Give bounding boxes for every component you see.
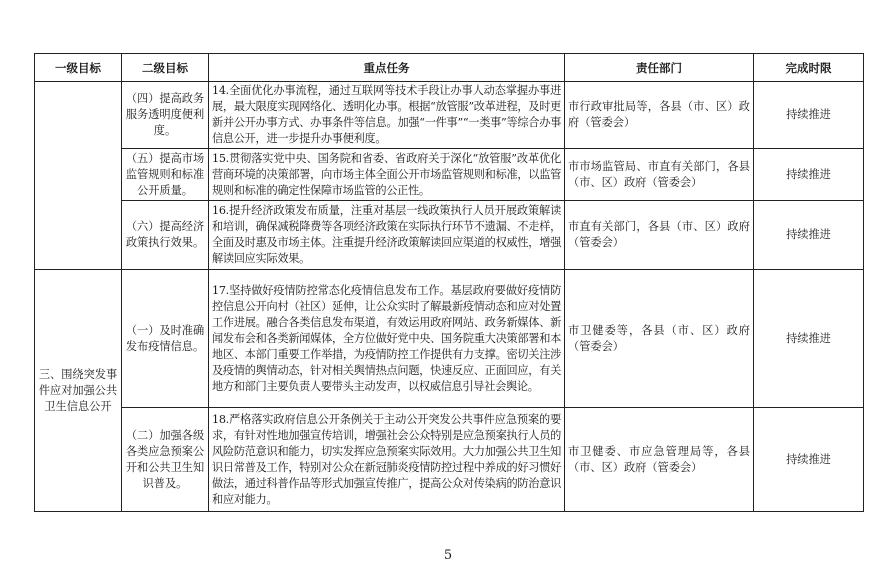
header-level2-goal: 二级目标 [122,54,209,82]
deadline-cell: 持续推进 [754,149,864,201]
deadline-cell: 持续推进 [754,408,864,512]
deadline-cell: 持续推进 [754,270,864,408]
table-header-row [35,54,864,82]
key-task-cell: 17.坚持做好疫情防控常态化疫情信息发布工作。基层政府要做好疫情防控信息公开向村（社区）延伸，让公众实时了解最新疫情动态和应对处置工作进展。融合各类信息发布渠道，有效运用政府网站、政务新媒体、新闻发布会和各类新闻媒体，全方位做好党中央、国务院重大决策部署和本地区、本部门重要工作举措，为疫情防控工作提供有力支撑。密切关注涉及疫情的舆情动态，针对相关舆情热点问题，快速反应、正面回应，有关地方和部门主要负责人要带头主动发声，以权威信息引导社会舆论。 [209,270,565,408]
level1-goal-cell [35,82,122,270]
key-task-cell: 14.全面优化办事流程，通过互联网等技术手段让办事人动态掌握办事进展，最大限度实现网络化、透明化办事。根据“放管服”改革进程，及时更新并公开办事方式、办事条件等信息。加强“一件事”“一类事”等综合办事信息公开，进一步提升办事便利度。 [209,82,565,149]
key-task-cell: 18.严格落实政府信息公开条例关于主动公开突发公共事件应急预案的要求，有针对性地加强宣传培训，增强社会公众特别是应急预案执行人员的风险防范意识和能力，切实发挥应急预案实际效用。大力加强公共卫生知识日常普及工作，特别对公众在新冠肺炎疫情防控过程中养成的好习惯好做法，通过科普作品等形式加强宣传推广，提高公众对传染病的防治意识和应对能力。 [209,408,565,512]
responsible-dept-cell: 市市场监管局、市直有关部门，各县（市、区）政府（管委会） [565,149,754,201]
header-responsible-dept: 责任部门 [565,54,754,82]
table-row [35,201,864,270]
deadline-cell: 持续推进 [754,201,864,270]
responsible-dept-cell: 市卫健委、市应急管理局等，各县（市、区）政府（管委会） [565,408,754,512]
level2-goal-cell: （四）提高政务服务透明度便利度。 [122,82,209,149]
key-task-cell: 16.提升经济政策发布质量，注重对基层一线政策执行人员开展政策解读和培训，确保减税降费等各项经济政策在实际执行环节不遗漏、不走样，全面及时惠及市场主体。注重提升经济政策解读回应渠道的权威性，增强解读回应实际效果。 [209,201,565,270]
table-row [35,270,864,408]
responsible-dept-cell: 市直有关部门，各县（市、区）政府（管委会） [565,201,754,270]
level2-goal-cell: （二）加强各级各类应急预案公开和公共卫生知识普及。 [122,408,209,512]
level2-goal-cell: （五）提高市场监管规则和标准公开质量。 [122,149,209,201]
key-task-cell: 15.贯彻落实党中央、国务院和省委、省政府关于深化“放管服”改革优化营商环境的决策部署，向市场主体全面公开市场监管规则和标准，以监管规则和标准的确定性保障市场监管的公正性。 [209,149,565,201]
header-deadline: 完成时限 [754,54,864,82]
responsible-dept-cell: 市卫健委等，各县（市、区）政府（管委会） [565,270,754,408]
page-number: 5 [443,548,453,563]
table-row [35,149,864,201]
header-key-task: 重点任务 [209,54,565,82]
header-level1-goal: 一级目标 [35,54,122,82]
responsible-dept-cell: 市行政审批局等，各县（市、区）政府（管委会） [565,82,754,149]
table-row [35,408,864,512]
deadline-cell: 持续推进 [754,82,864,149]
task-table [34,53,864,512]
level2-goal-cell: （一）及时准确发布疫情信息。 [122,270,209,408]
table-row [35,82,864,149]
level1-goal-cell: 三、围绕突发事件应对加强公共卫生信息公开 [35,270,122,512]
level2-goal-cell: （六）提高经济政策执行效果。 [122,201,209,270]
